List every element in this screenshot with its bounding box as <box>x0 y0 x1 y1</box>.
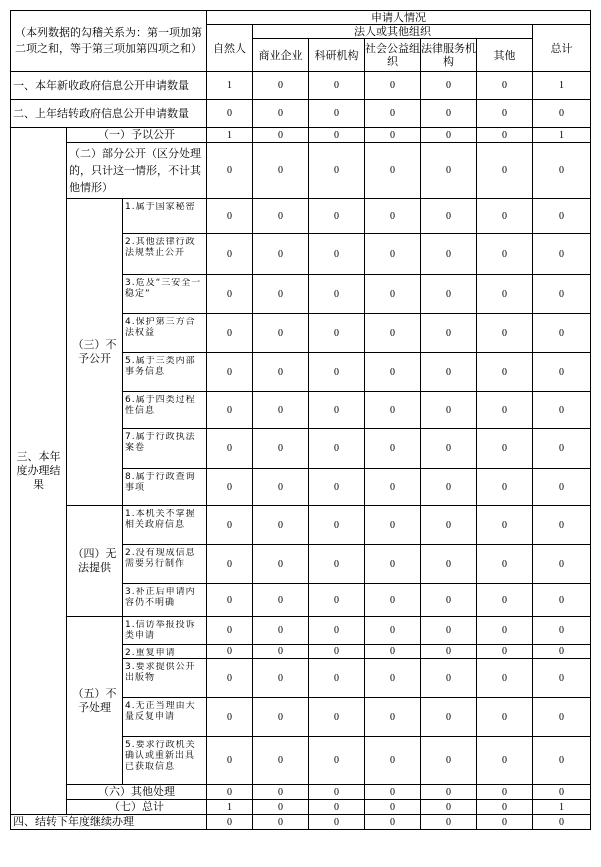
value-cell: 0 <box>365 815 421 830</box>
value-cell: 0 <box>533 584 591 617</box>
value-cell: 1 <box>207 800 253 815</box>
value-cell: 0 <box>309 737 365 785</box>
row-label: （六）其他处理 <box>67 785 207 800</box>
value-cell: 0 <box>207 617 253 645</box>
value-cell: 0 <box>533 469 591 506</box>
total-header: 总计 <box>533 25 591 72</box>
value-cell: 0 <box>309 645 365 659</box>
value-cell: 0 <box>477 800 533 815</box>
value-cell: 0 <box>253 545 309 584</box>
value-cell: 0 <box>309 234 365 275</box>
row-total <box>11 800 591 815</box>
value-cell: 0 <box>207 469 253 506</box>
value-cell: 0 <box>421 100 477 128</box>
value-cell: 0 <box>365 353 421 392</box>
value-cell: 0 <box>421 785 477 800</box>
col-header-public-welfare: 社会公益组织 <box>365 39 421 72</box>
group-label: （三）不予公开 <box>67 199 123 506</box>
value-cell: 0 <box>309 506 365 545</box>
value-cell: 0 <box>309 199 365 234</box>
row-partial-disclosure <box>11 143 591 199</box>
value-cell: 0 <box>253 617 309 645</box>
value-cell: 0 <box>477 785 533 800</box>
row-disclosed <box>11 128 591 143</box>
value-cell: 0 <box>533 659 591 698</box>
value-cell: 0 <box>421 645 477 659</box>
value-cell: 0 <box>253 234 309 275</box>
value-cell: 0 <box>477 506 533 545</box>
value-cell: 0 <box>477 737 533 785</box>
value-cell: 0 <box>309 545 365 584</box>
value-cell: 0 <box>365 645 421 659</box>
sub-item-label-cell <box>123 275 207 314</box>
value-cell: 0 <box>421 469 477 506</box>
value-cell: 0 <box>477 128 533 143</box>
value-cell: 0 <box>421 199 477 234</box>
value-cell: 0 <box>421 545 477 584</box>
value-cell: 1 <box>533 800 591 815</box>
value-cell: 0 <box>207 234 253 275</box>
col-header-business: 商业企业 <box>253 39 309 72</box>
value-cell: 0 <box>477 659 533 698</box>
sub-item-label-cell <box>123 645 207 659</box>
value-cell: 0 <box>421 72 477 100</box>
value-cell: 0 <box>365 698 421 737</box>
value-cell: 0 <box>253 800 309 815</box>
sub-item-label: 5.属于三类内部事务信息 <box>125 356 196 377</box>
value-cell: 0 <box>253 584 309 617</box>
value-cell: 0 <box>253 72 309 100</box>
value-cell: 0 <box>533 785 591 800</box>
value-cell: 0 <box>477 199 533 234</box>
value-cell: 0 <box>309 469 365 506</box>
col-header-legal-service: 法律服务机构 <box>421 39 477 72</box>
sub-item-label: 3.补正后申请内容仍不明确 <box>125 587 196 608</box>
value-cell: 0 <box>365 469 421 506</box>
value-cell: 0 <box>309 659 365 698</box>
value-cell: 0 <box>309 275 365 314</box>
value-cell: 0 <box>421 698 477 737</box>
value-cell: 0 <box>309 429 365 469</box>
value-cell: 0 <box>207 785 253 800</box>
sub-item-label: 1.属于国家秘密 <box>125 202 196 212</box>
value-cell: 0 <box>365 506 421 545</box>
value-cell: 0 <box>477 275 533 314</box>
sub-item-label-cell <box>123 429 207 469</box>
value-cell: 0 <box>207 698 253 737</box>
value-cell: 0 <box>477 429 533 469</box>
sub-item-label-cell <box>123 698 207 737</box>
col-header-research: 科研机构 <box>309 39 365 72</box>
row-r3_4-item <box>11 506 591 545</box>
value-cell: 0 <box>207 506 253 545</box>
sub-item-label-cell <box>123 314 207 353</box>
value-cell: 0 <box>533 314 591 353</box>
value-cell: 0 <box>207 584 253 617</box>
value-cell: 0 <box>477 545 533 584</box>
value-cell: 0 <box>421 234 477 275</box>
value-cell: 1 <box>207 72 253 100</box>
value-cell: 0 <box>477 617 533 645</box>
value-cell: 1 <box>533 72 591 100</box>
value-cell: 0 <box>207 545 253 584</box>
sub-item-label: 8.属于行政查询事项 <box>125 472 196 493</box>
value-cell: 0 <box>207 645 253 659</box>
value-cell: 0 <box>533 143 591 199</box>
value-cell: 0 <box>477 645 533 659</box>
corner-note: （本列数据的勾稽关系为：第一项加第二项之和，等于第三项加第四项之和） <box>15 26 202 55</box>
sub-item-label-cell <box>123 506 207 545</box>
value-cell: 0 <box>533 545 591 584</box>
value-cell: 0 <box>207 275 253 314</box>
value-cell: 0 <box>309 143 365 199</box>
value-cell: 0 <box>253 275 309 314</box>
value-cell: 0 <box>253 815 309 830</box>
value-cell: 0 <box>365 128 421 143</box>
value-cell: 0 <box>309 617 365 645</box>
value-cell: 0 <box>253 659 309 698</box>
sub-item-label-cell <box>123 469 207 506</box>
row-other-handling <box>11 785 591 800</box>
value-cell: 0 <box>253 737 309 785</box>
col-header-other: 其他 <box>477 39 533 72</box>
value-cell: 0 <box>365 785 421 800</box>
value-cell: 0 <box>253 314 309 353</box>
value-cell: 0 <box>309 698 365 737</box>
value-cell: 0 <box>365 800 421 815</box>
value-cell: 0 <box>253 645 309 659</box>
sub-item-label: 1.信访举报投诉类申请 <box>125 620 196 641</box>
sub-item-label: 4.保护第三方合法权益 <box>125 317 196 338</box>
group-label: （五）不予处理 <box>67 617 123 785</box>
value-cell: 0 <box>421 353 477 392</box>
corner-note-cell <box>11 11 207 72</box>
value-cell: 0 <box>253 506 309 545</box>
value-cell: 0 <box>533 429 591 469</box>
value-cell: 0 <box>533 199 591 234</box>
sub-item-label-cell <box>123 584 207 617</box>
value-cell: 0 <box>421 659 477 698</box>
value-cell: 0 <box>533 234 591 275</box>
value-cell: 0 <box>477 100 533 128</box>
sub-item-label: 7.属于行政执法案卷 <box>125 432 196 453</box>
value-cell: 0 <box>365 72 421 100</box>
value-cell: 0 <box>253 199 309 234</box>
sub-item-label-cell <box>123 737 207 785</box>
row-label: （二）部分公开（区分处理的，只计这一情形，不计其他情形） <box>67 143 207 199</box>
value-cell: 0 <box>477 584 533 617</box>
group-label: （四）无法提供 <box>67 506 123 617</box>
value-cell: 0 <box>477 314 533 353</box>
value-cell: 0 <box>309 800 365 815</box>
value-cell: 0 <box>477 353 533 392</box>
value-cell: 0 <box>365 143 421 199</box>
value-cell: 0 <box>309 815 365 830</box>
value-cell: 0 <box>421 617 477 645</box>
value-cell: 0 <box>365 659 421 698</box>
row-r3_5-item <box>11 617 591 645</box>
sub-item-label: 1.本机关不掌握相关政府信息 <box>125 509 196 530</box>
value-cell: 0 <box>253 469 309 506</box>
info-disclosure-table <box>10 10 591 830</box>
row-carry-forward <box>11 815 591 830</box>
value-cell: 0 <box>309 353 365 392</box>
value-cell: 0 <box>253 143 309 199</box>
value-cell: 0 <box>365 314 421 353</box>
value-cell: 0 <box>207 429 253 469</box>
value-cell: 0 <box>477 815 533 830</box>
value-cell: 0 <box>477 234 533 275</box>
value-cell: 0 <box>309 392 365 429</box>
value-cell: 1 <box>533 128 591 143</box>
value-cell: 0 <box>253 429 309 469</box>
sub-item-label-cell <box>123 617 207 645</box>
value-cell: 0 <box>207 199 253 234</box>
sub-item-label-cell <box>123 659 207 698</box>
sub-item-label: 2.重复申请 <box>125 648 176 658</box>
value-cell: 0 <box>365 584 421 617</box>
row-label: （七）总计 <box>67 800 207 815</box>
value-cell: 0 <box>207 353 253 392</box>
value-cell: 0 <box>207 737 253 785</box>
value-cell: 0 <box>253 128 309 143</box>
value-cell: 0 <box>253 785 309 800</box>
value-cell: 0 <box>533 353 591 392</box>
value-cell: 0 <box>477 72 533 100</box>
sub-item-label: 5.要求行政机关确认或重新出具已获取信息 <box>125 740 196 772</box>
value-cell: 0 <box>421 143 477 199</box>
value-cell: 0 <box>309 584 365 617</box>
value-cell: 0 <box>533 392 591 429</box>
value-cell: 0 <box>477 143 533 199</box>
value-cell: 0 <box>365 737 421 785</box>
value-cell: 0 <box>253 100 309 128</box>
value-cell: 0 <box>421 314 477 353</box>
value-cell: 0 <box>365 392 421 429</box>
value-cell: 0 <box>533 698 591 737</box>
value-cell: 0 <box>207 314 253 353</box>
natural-person-header: 自然人 <box>207 25 253 72</box>
row-label: 一、本年新收政府信息公开申请数量 <box>11 72 207 100</box>
value-cell: 0 <box>309 100 365 128</box>
value-cell: 0 <box>207 392 253 429</box>
sub-item-label: 2.没有现成信息需要另行制作 <box>125 548 196 569</box>
value-cell: 0 <box>207 659 253 698</box>
value-cell: 0 <box>533 737 591 785</box>
value-cell: 0 <box>421 815 477 830</box>
sub-item-label: 2.其他法律行政法规禁止公开 <box>125 237 196 258</box>
row-r3_3-item <box>11 199 591 234</box>
value-cell: 1 <box>207 128 253 143</box>
value-cell: 0 <box>421 128 477 143</box>
value-cell: 0 <box>477 469 533 506</box>
value-cell: 0 <box>309 314 365 353</box>
sub-item-label-cell <box>123 353 207 392</box>
value-cell: 0 <box>365 545 421 584</box>
section3-label: 三、本年度办理结果 <box>11 128 67 815</box>
value-cell: 0 <box>421 737 477 785</box>
sub-item-label-cell <box>123 392 207 429</box>
value-cell: 0 <box>421 275 477 314</box>
value-cell: 0 <box>533 645 591 659</box>
value-cell: 0 <box>207 143 253 199</box>
row-carried-over <box>11 100 591 128</box>
applicant-info-header: 申请人情况 <box>207 11 591 25</box>
row-label: 四、结转下年度继续办理 <box>11 815 207 830</box>
value-cell: 0 <box>533 617 591 645</box>
value-cell: 0 <box>533 506 591 545</box>
value-cell: 0 <box>477 392 533 429</box>
value-cell: 0 <box>421 429 477 469</box>
value-cell: 0 <box>253 698 309 737</box>
value-cell: 0 <box>421 506 477 545</box>
value-cell: 0 <box>365 199 421 234</box>
sub-item-label-cell <box>123 199 207 234</box>
value-cell: 0 <box>533 100 591 128</box>
value-cell: 0 <box>533 815 591 830</box>
sub-item-label: 6.属于四类过程性信息 <box>125 395 196 416</box>
value-cell: 0 <box>365 234 421 275</box>
legal-group-header: 法人或其他组织 <box>253 25 533 39</box>
value-cell: 0 <box>207 815 253 830</box>
row-new-applications <box>11 72 591 100</box>
value-cell: 0 <box>421 800 477 815</box>
sub-item-label: 3.危及“三安全一稳定” <box>125 278 202 299</box>
value-cell: 0 <box>421 584 477 617</box>
value-cell: 0 <box>365 617 421 645</box>
value-cell: 0 <box>533 275 591 314</box>
sub-item-label: 3.要求提供公开出版物 <box>125 662 196 683</box>
value-cell: 0 <box>253 392 309 429</box>
value-cell: 0 <box>421 392 477 429</box>
sub-item-label-cell <box>123 545 207 584</box>
row-label: 二、上年结转政府信息公开申请数量 <box>11 100 207 128</box>
value-cell: 0 <box>365 429 421 469</box>
value-cell: 0 <box>477 698 533 737</box>
value-cell: 0 <box>207 100 253 128</box>
value-cell: 0 <box>253 353 309 392</box>
row-label: （一）予以公开 <box>67 128 207 143</box>
value-cell: 0 <box>365 100 421 128</box>
sub-item-label-cell <box>123 234 207 275</box>
value-cell: 0 <box>309 128 365 143</box>
value-cell: 0 <box>309 72 365 100</box>
value-cell: 0 <box>365 275 421 314</box>
sub-item-label: 4.无正当理由大量反复申请 <box>125 701 196 722</box>
value-cell: 0 <box>309 785 365 800</box>
